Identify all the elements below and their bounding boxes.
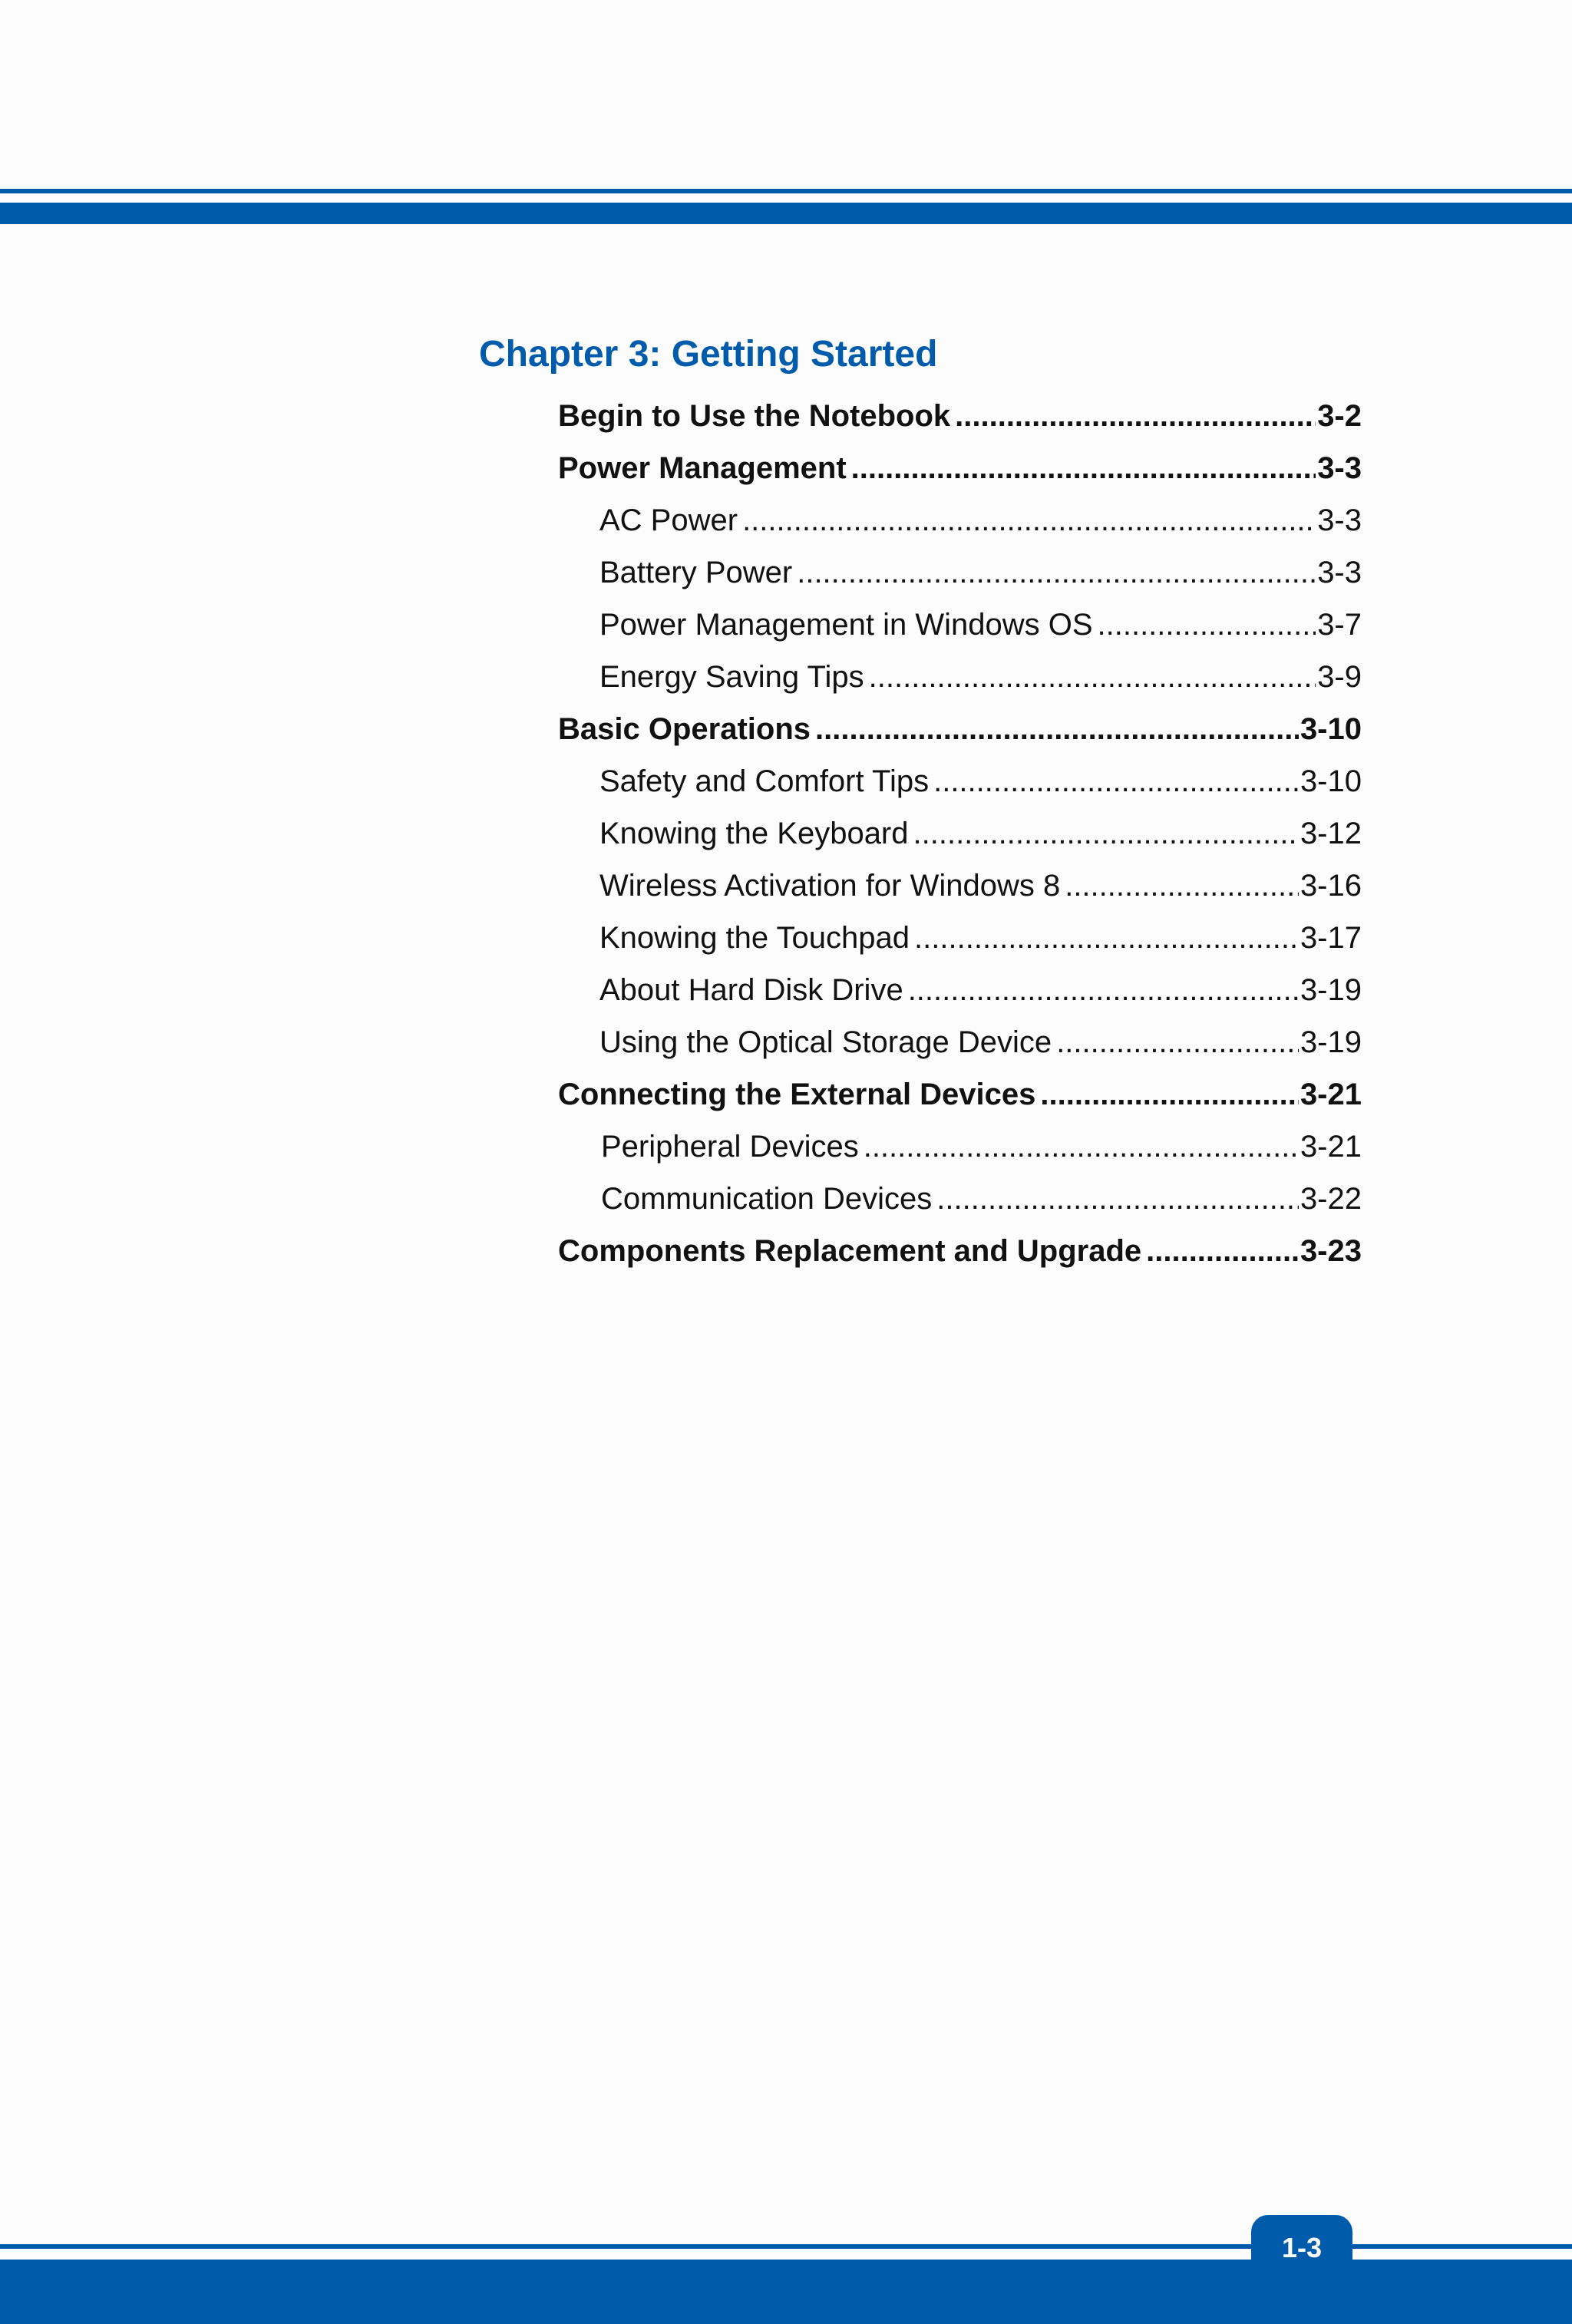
toc-entry-label: Peripheral Devices — [601, 1130, 859, 1164]
toc-entry-page: 3-16 — [1300, 869, 1362, 903]
toc-entry-page: 3-7 — [1317, 608, 1362, 642]
toc-entry[interactable] — [558, 1230, 1362, 1273]
toc-entry-page: 3-10 — [1300, 764, 1362, 798]
toc-entry[interactable] — [599, 760, 1362, 803]
toc-entry[interactable] — [599, 603, 1362, 646]
toc-entry-label: Connecting the External Devices — [558, 1078, 1036, 1111]
toc-entry-page: 3-23 — [1300, 1234, 1362, 1268]
toc-leader-dots — [864, 1125, 1299, 1168]
toc-leader-dots — [913, 812, 1299, 855]
toc-leader-dots — [1065, 864, 1299, 907]
toc-leader-dots — [1146, 1230, 1299, 1273]
toc-entry-label: Using the Optical Storage Device — [599, 1025, 1052, 1059]
toc-entry-page: 3-19 — [1300, 973, 1362, 1007]
toc-entry[interactable] — [599, 499, 1362, 542]
toc-leader-dots — [936, 1177, 1299, 1220]
toc-entry-page: 3-3 — [1317, 451, 1362, 485]
toc-entry-page: 3-19 — [1300, 1025, 1362, 1059]
toc-entry-label: Begin to Use the Notebook — [558, 399, 951, 433]
toc-entry-label: Components Replacement and Upgrade — [558, 1234, 1142, 1268]
toc-leader-dots — [815, 708, 1299, 751]
toc-entry[interactable] — [601, 1125, 1362, 1168]
toc-entry[interactable] — [599, 551, 1362, 594]
toc-entry-label: Knowing the Keyboard — [599, 817, 909, 850]
toc-entry-page: 3-10 — [1300, 712, 1362, 746]
toc-leader-dots — [851, 447, 1316, 490]
header-rule-thin — [0, 189, 1572, 193]
toc-entry-page: 3-3 — [1317, 556, 1362, 589]
toc-leader-dots — [908, 969, 1299, 1012]
toc-entry-label: Power Management in Windows OS — [599, 608, 1093, 642]
toc-entry[interactable] — [558, 447, 1362, 490]
toc-entry[interactable] — [599, 969, 1362, 1012]
toc-entry-label: Energy Saving Tips — [599, 660, 864, 694]
page-number: 1-3 — [1281, 2232, 1323, 2263]
toc-entry[interactable] — [599, 655, 1362, 698]
toc-leader-dots — [1098, 603, 1316, 646]
toc-leader-dots — [933, 760, 1299, 803]
toc-entry[interactable] — [558, 1073, 1362, 1116]
toc-entry-label: Power Management — [558, 451, 847, 485]
toc-leader-dots — [869, 655, 1316, 698]
page-number-tab — [1251, 2215, 1352, 2289]
toc-entry-page: 3-3 — [1317, 503, 1362, 537]
toc-entry-label: Wireless Activation for Windows 8 — [599, 869, 1061, 903]
toc-entry[interactable] — [599, 864, 1362, 907]
toc-entry-page: 3-2 — [1317, 399, 1362, 433]
toc-entry-label: AC Power — [599, 503, 738, 537]
toc-entry-label: Knowing the Touchpad — [599, 921, 910, 955]
toc-entry-label: Safety and Comfort Tips — [599, 764, 930, 798]
toc-entry-page: 3-22 — [1300, 1182, 1362, 1216]
toc-entry-label: Battery Power — [599, 556, 793, 589]
toc-entry-label: Basic Operations — [558, 712, 811, 746]
toc-entry[interactable] — [599, 916, 1362, 959]
toc-entry[interactable] — [601, 1177, 1362, 1220]
toc-leader-dots — [914, 916, 1299, 959]
toc-entry[interactable] — [558, 708, 1362, 751]
toc-entry[interactable] — [599, 1021, 1362, 1064]
chapter-title: Chapter 3: Getting Started — [479, 334, 938, 375]
toc-leader-dots — [1056, 1021, 1299, 1064]
header-rule-thick — [0, 203, 1572, 224]
toc-leader-dots — [742, 499, 1316, 542]
toc-entry-label: About Hard Disk Drive — [599, 973, 903, 1007]
toc-entry[interactable] — [558, 394, 1362, 437]
toc-leader-dots — [1040, 1073, 1299, 1116]
toc-entry[interactable] — [599, 812, 1362, 855]
toc-entry-label: Communication Devices — [601, 1182, 933, 1216]
toc-entry-page: 3-17 — [1300, 921, 1362, 955]
toc-entry-page: 3-9 — [1317, 660, 1362, 694]
toc-entry-page: 3-21 — [1300, 1078, 1362, 1111]
toc-entry-page: 3-21 — [1300, 1130, 1362, 1164]
toc-leader-dots — [955, 394, 1316, 437]
toc-leader-dots — [797, 551, 1316, 594]
toc-entry-page: 3-12 — [1300, 817, 1362, 850]
